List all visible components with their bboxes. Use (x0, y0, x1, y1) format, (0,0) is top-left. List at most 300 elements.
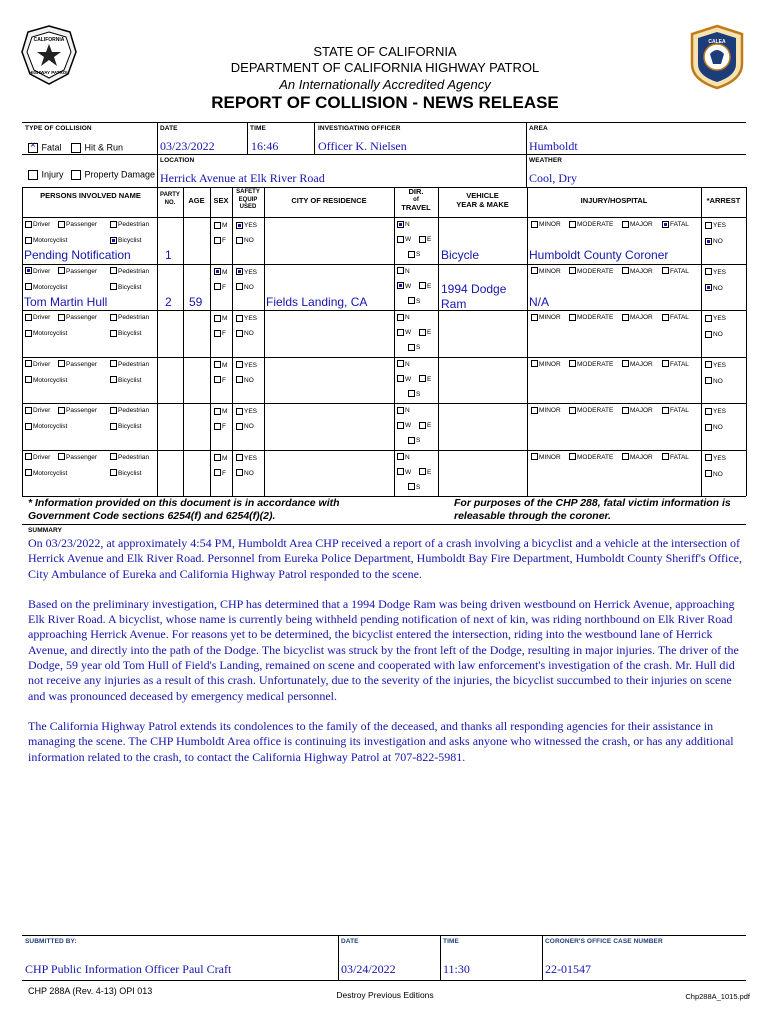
table-rule (701, 187, 702, 496)
sex-m-checkbox[interactable] (214, 454, 227, 463)
table-rule (264, 187, 265, 496)
table-rule (394, 187, 395, 496)
chp-badge-logo (18, 24, 80, 86)
safety-yes-checkbox[interactable] (236, 314, 257, 323)
checkbox (569, 314, 576, 321)
injury-fatal-checkbox[interactable] (662, 406, 689, 415)
role-bicyclist-checkbox[interactable] (110, 236, 141, 245)
time-value[interactable]: 16:46 (251, 139, 279, 153)
fatal-box: × (28, 143, 38, 153)
safety-yes-checkbox[interactable] (236, 268, 257, 277)
direction-s-checkbox[interactable] (408, 483, 420, 492)
role-pedestrian-checkbox[interactable] (110, 360, 149, 369)
checkbox-label: Pedestrian (118, 221, 150, 228)
checkbox (569, 221, 576, 228)
role-bicyclist-checkbox[interactable] (110, 376, 141, 385)
checkbox (531, 314, 538, 321)
injury-minor-checkbox[interactable] (531, 360, 561, 369)
direction-e-checkbox[interactable] (419, 375, 431, 384)
injury-minor-checkbox[interactable] (531, 406, 561, 415)
checkbox-label: MAJOR (630, 314, 653, 321)
checkbox (531, 267, 538, 274)
checkbox (397, 267, 404, 274)
checkbox (408, 297, 415, 304)
property-damage-checkbox[interactable]: Property Damage (71, 170, 155, 180)
checkbox (58, 360, 65, 367)
injury-fatal-checkbox[interactable] (662, 453, 689, 462)
checkbox (58, 221, 65, 228)
injury-moderate-checkbox[interactable] (569, 220, 613, 229)
injury-hospital[interactable]: N/A (529, 294, 550, 309)
safety-yes-checkbox[interactable] (236, 361, 257, 370)
checkbox-label: NO (244, 283, 254, 291)
direction-e-checkbox[interactable] (419, 468, 431, 477)
location-value[interactable]: Herrick Avenue at Elk River Road (160, 171, 325, 185)
checkbox-label: Bicyclist (118, 376, 142, 384)
checkbox-label: MODERATE (577, 267, 614, 275)
checkbox-label: M (222, 454, 228, 462)
officer-value[interactable]: Officer K. Nielsen (318, 139, 407, 153)
checkbox-label: MINOR (539, 221, 561, 228)
coroner-case-value[interactable]: 22-01547 (545, 962, 591, 976)
role-driver-checkbox[interactable] (25, 267, 50, 276)
checkbox-label: Driver (33, 314, 51, 321)
party-number[interactable]: 2 (165, 294, 172, 309)
checkbox (25, 469, 32, 476)
checkbox-label: F (222, 283, 226, 291)
checkbox (397, 360, 404, 367)
agency-heading: An Internationally Accredited Agency (279, 77, 491, 92)
checkbox-label: M (222, 268, 228, 276)
checkbox (662, 453, 669, 460)
role-pedestrian-checkbox[interactable] (110, 406, 149, 415)
sex-m-checkbox[interactable] (214, 268, 227, 277)
checkbox-label: Driver (33, 221, 51, 228)
checkbox (214, 376, 221, 383)
col-arrest: *ARREST (706, 196, 741, 205)
checkbox-label: E (427, 236, 432, 243)
checkbox (622, 221, 629, 228)
svg-text:CALEA: CALEA (708, 39, 726, 45)
checkbox-label: NO (244, 469, 254, 477)
direction-n-checkbox[interactable] (397, 360, 410, 369)
role-passenger-checkbox[interactable] (58, 313, 97, 322)
injury-major-checkbox[interactable] (622, 267, 653, 276)
checkbox-label: MINOR (539, 453, 561, 461)
injury-fatal-checkbox[interactable] (662, 360, 689, 369)
table-rule (22, 310, 746, 311)
injury-major-checkbox[interactable] (622, 453, 653, 462)
calea-seal-logo (688, 24, 746, 90)
role-motorcyclist-checkbox[interactable] (25, 469, 67, 478)
state-heading: STATE OF CALIFORNIA (313, 44, 457, 59)
checkbox (236, 268, 243, 275)
checkbox (419, 329, 426, 336)
arrest-no-checkbox[interactable] (705, 377, 723, 386)
injury-fatal-checkbox[interactable] (662, 313, 689, 322)
arrest-no-checkbox[interactable] (705, 237, 723, 246)
checkbox-label: Passenger (66, 407, 98, 414)
injury-fatal-checkbox[interactable] (662, 267, 689, 276)
checkbox (419, 468, 426, 475)
checkbox (236, 237, 243, 244)
direction-n-checkbox[interactable] (397, 313, 410, 322)
role-driver-checkbox[interactable] (25, 406, 50, 415)
checkbox (419, 282, 426, 289)
checkbox (110, 283, 117, 290)
role-pedestrian-checkbox[interactable] (110, 313, 149, 322)
safety-no-checkbox[interactable] (236, 469, 254, 478)
injury-minor-checkbox[interactable] (531, 313, 561, 322)
checkbox-label: NO (244, 330, 254, 337)
table-rule (232, 187, 233, 496)
checkbox (110, 267, 117, 274)
checkbox (58, 267, 65, 274)
injury-minor-checkbox[interactable] (531, 267, 561, 276)
direction-n-checkbox[interactable] (397, 220, 410, 229)
checkbox-label: MAJOR (630, 221, 653, 228)
sex-m-checkbox[interactable] (214, 407, 227, 416)
role-driver-checkbox[interactable] (25, 453, 50, 462)
checkbox (705, 315, 712, 322)
checkbox (214, 469, 221, 476)
role-motorcyclist-checkbox[interactable] (25, 283, 67, 292)
role-passenger-checkbox[interactable] (58, 360, 97, 369)
table-rule (210, 187, 211, 496)
checkbox-label: YES (244, 361, 258, 369)
arrest-yes-checkbox[interactable] (705, 407, 726, 416)
checkbox-label: Motorcyclist (33, 423, 68, 430)
checkbox-label: W (405, 282, 412, 290)
checkbox (236, 423, 243, 430)
role-pedestrian-checkbox[interactable] (110, 220, 149, 229)
checkbox-label: Pedestrian (118, 360, 150, 368)
checkbox (408, 483, 415, 490)
arrest-no-checkbox[interactable] (705, 423, 723, 432)
checkbox-label: MAJOR (630, 267, 653, 275)
checkbox (419, 422, 426, 429)
col-party: PARTY NO. (160, 192, 180, 206)
checkbox (705, 222, 712, 229)
checkbox-label: Bicyclist (118, 237, 142, 244)
weather-value[interactable]: Cool, Dry (529, 171, 577, 185)
arrest-no-checkbox[interactable] (705, 470, 723, 479)
role-motorcyclist-checkbox[interactable] (25, 329, 67, 338)
checkbox-label: YES (244, 408, 258, 415)
checkbox-label: NO (713, 377, 723, 385)
time-label: TIME (250, 125, 266, 132)
direction-w-checkbox[interactable] (397, 375, 411, 384)
checkbox (705, 470, 712, 477)
checkbox-label: Pedestrian (118, 314, 150, 321)
checkbox (214, 237, 221, 244)
arrest-yes-checkbox[interactable] (705, 221, 726, 230)
checkbox-label: E (427, 329, 432, 336)
property-box (71, 170, 81, 180)
injury-moderate-checkbox[interactable] (569, 453, 613, 462)
checkbox (531, 407, 538, 414)
summary-paragraph: The California Highway Patrol extends its condolences to the family of the deceased, and thanks all responding agencies for their assistance in managing the scene. The CHP Humboldt Area office is continuing its investigation and asks anyone who witnessed the crash, or has any additional information related to the crash, to contact the California Highway Patrol at 707-822-5981. (28, 718, 734, 764)
hit-run-checkbox[interactable]: Hit & Run (71, 143, 123, 153)
role-bicyclist-checkbox[interactable] (110, 329, 141, 338)
direction-w-checkbox[interactable] (397, 328, 411, 337)
role-driver-checkbox[interactable] (25, 220, 50, 229)
checkbox-label: Bicyclist (118, 330, 142, 337)
summary-text[interactable] (28, 536, 744, 780)
checkbox-label: Passenger (66, 453, 98, 461)
role-driver-checkbox[interactable] (25, 360, 50, 369)
direction-n-checkbox[interactable] (397, 453, 410, 462)
checkbox (25, 423, 32, 430)
checkbox-label: W (405, 422, 412, 429)
date-value[interactable]: 03/23/2022 (160, 139, 215, 153)
person-age[interactable]: 59 (189, 294, 203, 309)
role-passenger-checkbox[interactable] (58, 267, 97, 276)
arrest-yes-checkbox[interactable] (705, 454, 726, 463)
checkbox-label: F (222, 469, 226, 477)
arrest-yes-checkbox[interactable] (705, 361, 726, 370)
role-passenger-checkbox[interactable] (58, 453, 97, 462)
direction-n-checkbox[interactable] (397, 406, 410, 415)
direction-w-checkbox[interactable] (397, 235, 411, 244)
checkbox (58, 314, 65, 321)
checkbox-label: Driver (33, 267, 51, 275)
checkbox-label: MODERATE (577, 453, 614, 461)
injury-minor-checkbox[interactable] (531, 453, 561, 462)
injury-major-checkbox[interactable] (622, 220, 653, 229)
sex-f-checkbox[interactable] (214, 422, 226, 431)
checkbox (569, 453, 576, 460)
checkbox-label: YES (244, 222, 258, 229)
page-title: REPORT OF COLLISION - NEWS RELEASE (211, 93, 559, 112)
safety-yes-checkbox[interactable] (236, 221, 257, 230)
checkbox-label: S (416, 251, 421, 258)
arrest-yes-checkbox[interactable] (705, 314, 726, 323)
vehicle-year-make[interactable]: 1994 Dodge Ram (441, 281, 507, 311)
arrest-no-checkbox[interactable] (705, 284, 723, 293)
footnote-right: For purposes of the CHP 288, fatal victim information is releasable through the coroner. (454, 497, 731, 522)
direction-e-checkbox[interactable] (419, 421, 431, 430)
footer-time-value[interactable]: 11:30 (443, 962, 470, 976)
checkbox-label: Motorcyclist (33, 237, 68, 244)
checkbox (705, 361, 712, 368)
checkbox-label: NO (244, 237, 254, 244)
role-motorcyclist-checkbox[interactable] (25, 376, 67, 385)
safety-yes-checkbox[interactable] (236, 407, 257, 416)
checkbox-label: M (222, 222, 228, 229)
party-number[interactable]: 1 (165, 248, 172, 262)
checkbox-label: M (222, 315, 228, 322)
checkbox-label: NO (713, 238, 723, 245)
direction-s-checkbox[interactable] (408, 297, 420, 306)
role-passenger-checkbox[interactable] (58, 220, 97, 229)
checkbox-label: F (222, 330, 226, 337)
sex-m-checkbox[interactable] (214, 221, 227, 230)
direction-e-checkbox[interactable] (419, 235, 431, 244)
checkbox-label: YES (713, 408, 727, 415)
direction-s-checkbox[interactable] (408, 343, 420, 352)
checkbox (236, 469, 243, 476)
checkbox-label: W (405, 236, 412, 243)
area-value[interactable]: Humboldt (529, 139, 578, 153)
injury-major-checkbox[interactable] (622, 360, 653, 369)
pdf-name: Chp288A_1015.pdf (685, 992, 750, 1001)
checkbox-label: FATAL (670, 314, 689, 321)
checkbox-label: NO (713, 331, 723, 338)
safety-no-checkbox[interactable] (236, 283, 254, 292)
direction-e-checkbox[interactable] (419, 328, 431, 337)
injury-major-checkbox[interactable] (622, 313, 653, 322)
checkbox (236, 408, 243, 415)
checkbox (397, 236, 404, 243)
checkbox-label: FATAL (670, 453, 689, 461)
checkbox-label: MAJOR (630, 407, 653, 414)
checkbox-label: Driver (33, 407, 51, 414)
table-rule (22, 357, 746, 358)
checkbox (705, 284, 712, 291)
role-motorcyclist-checkbox[interactable] (25, 236, 67, 245)
checkbox-label: S (416, 297, 421, 305)
checkbox (214, 361, 221, 368)
fatal-checkbox[interactable]: × Fatal (30, 140, 62, 153)
checkbox (236, 454, 243, 461)
checkbox-label: S (416, 390, 421, 398)
role-bicyclist-checkbox[interactable] (110, 422, 141, 431)
checkbox-label: N (405, 407, 410, 414)
officer-label: INVESTIGATING OFFICER (318, 125, 401, 132)
svg-text:HIGHWAY PATROL: HIGHWAY PATROL (28, 70, 70, 75)
checkbox-label: NO (713, 470, 723, 478)
checkbox (419, 375, 426, 382)
checkbox-label: F (222, 423, 226, 430)
safety-yes-checkbox[interactable] (236, 454, 257, 463)
direction-w-checkbox[interactable] (397, 421, 411, 430)
sex-m-checkbox[interactable] (214, 314, 227, 323)
form-id: CHP 288A (Rev. 4-13) OPI 013 (28, 986, 153, 996)
role-motorcyclist-checkbox[interactable] (25, 422, 67, 431)
role-passenger-checkbox[interactable] (58, 406, 97, 415)
col-vehicle: VEHICLE YEAR & MAKE (456, 191, 509, 209)
checkbox-label: MODERATE (577, 221, 614, 228)
sex-f-checkbox[interactable] (214, 329, 226, 338)
checkbox-label: N (405, 267, 410, 275)
safety-no-checkbox[interactable] (236, 422, 254, 431)
checkbox-label: Pedestrian (118, 453, 150, 461)
checkbox (622, 453, 629, 460)
person-name[interactable]: Pending Notification (24, 248, 131, 262)
checkbox-label: W (405, 375, 412, 383)
injury-major-checkbox[interactable] (622, 406, 653, 415)
role-bicyclist-checkbox[interactable] (110, 469, 141, 478)
injury-checkbox[interactable]: Injury (28, 170, 64, 180)
footer-date-value[interactable]: 03/24/2022 (341, 962, 396, 976)
checkbox-label: NO (713, 424, 723, 431)
checkbox (705, 377, 712, 384)
injury-fatal-checkbox[interactable] (662, 220, 689, 229)
city-of-residence[interactable]: Fields Landing, CA (266, 294, 368, 309)
checkbox-label: FATAL (670, 221, 689, 228)
submitted-by-value[interactable]: CHP Public Information Officer Paul Craft (25, 962, 232, 976)
direction-s-checkbox[interactable] (408, 250, 420, 259)
vehicle-year-make[interactable]: Bicycle (441, 248, 480, 262)
direction-s-checkbox[interactable] (408, 436, 420, 445)
checkbox (25, 283, 32, 290)
checkbox-label: MODERATE (577, 360, 614, 368)
sex-f-checkbox[interactable] (214, 283, 226, 292)
injury-moderate-checkbox[interactable] (569, 267, 613, 276)
checkbox (531, 453, 538, 460)
person-name[interactable]: Tom Martin Hull (24, 294, 108, 309)
role-bicyclist-checkbox[interactable] (110, 283, 141, 292)
checkbox-label: S (416, 437, 421, 444)
checkbox (569, 407, 576, 414)
checkbox (705, 331, 712, 338)
safety-no-checkbox[interactable] (236, 376, 254, 385)
injury-moderate-checkbox[interactable] (569, 313, 613, 322)
checkbox (408, 344, 415, 351)
checkbox-label: YES (713, 222, 727, 229)
checkbox (110, 360, 117, 367)
col-injury: INJURY/HOSPITAL (580, 196, 648, 205)
role-pedestrian-checkbox[interactable] (110, 453, 149, 462)
checkbox (622, 407, 629, 414)
arrest-no-checkbox[interactable] (705, 330, 723, 339)
safety-no-checkbox[interactable] (236, 236, 254, 245)
direction-w-checkbox[interactable] (397, 282, 411, 291)
sex-f-checkbox[interactable] (214, 376, 226, 385)
injury-minor-checkbox[interactable] (531, 220, 561, 229)
checkbox-label: MINOR (539, 407, 561, 414)
checkbox-label: MODERATE (577, 407, 614, 414)
checkbox (408, 251, 415, 258)
injury-moderate-checkbox[interactable] (569, 406, 613, 415)
direction-n-checkbox[interactable] (397, 267, 410, 276)
col-safety: SAFETY EQUIP USED (236, 189, 260, 210)
checkbox-label: YES (713, 454, 727, 462)
table-rule (438, 187, 439, 496)
checkbox (214, 222, 221, 229)
arrest-yes-checkbox[interactable] (705, 268, 726, 277)
checkbox-label: W (405, 329, 412, 336)
direction-e-checkbox[interactable] (419, 282, 431, 291)
checkbox (25, 407, 32, 414)
sex-f-checkbox[interactable] (214, 469, 226, 478)
checkbox-label: Bicyclist (118, 283, 142, 291)
summary-paragraph: Based on the preliminary investigation, CHP has determined that a 1994 Dodge Ram was being driven westbound on Herrick Avenue, approaching Elk River Road. A bicyclist, whose name is currently being withheld pending notification of next of kin, was riding northbound on Elk River Road approaching Herrick Avenue. For reasons yet to be determined, the bicyclist entered the intersection, riding into the westbound lane of Herrick Avenue, and directly into the path of the Dodge. The bicyclist was struck by the front left of the Dodge, resulting in major injuries. The driver of the Dodge, 59 year old Tom Hull of Field's Landing, remained on scene and cooperated with law enforcement's investigation of the crash. Mr. Hull did not receive any injuries as a result of this crash. Unfortunately, due to the severity of the injuries, the bicyclist succumbed to their injuries on scene and was pronounced deceased by emergency medical personnel. (28, 596, 739, 703)
checkbox (705, 268, 712, 275)
role-pedestrian-checkbox[interactable] (110, 267, 149, 276)
checkbox (110, 237, 117, 244)
sex-f-checkbox[interactable] (214, 236, 226, 245)
checkbox (662, 360, 669, 367)
checkbox (110, 423, 117, 430)
col-persons: PERSONS INVOLVED NAME (40, 191, 141, 200)
sex-m-checkbox[interactable] (214, 361, 227, 370)
safety-no-checkbox[interactable] (236, 329, 254, 338)
injury-hospital[interactable]: Humboldt County Coroner (529, 248, 669, 262)
summary-label: SUMMARY (28, 527, 63, 534)
direction-s-checkbox[interactable] (408, 390, 420, 399)
table-rule (157, 187, 158, 496)
role-driver-checkbox[interactable] (25, 313, 50, 322)
injury-moderate-checkbox[interactable] (569, 360, 613, 369)
checkbox-label: Passenger (66, 267, 98, 275)
col-direction: DIR. of TRAVEL (401, 187, 431, 212)
checkbox-label: MINOR (539, 267, 561, 275)
col-city: CITY OF RESIDENCE (291, 196, 367, 205)
department-heading: DEPARTMENT OF CALIFORNIA HIGHWAY PATROL (230, 60, 540, 75)
direction-w-checkbox[interactable] (397, 468, 411, 477)
